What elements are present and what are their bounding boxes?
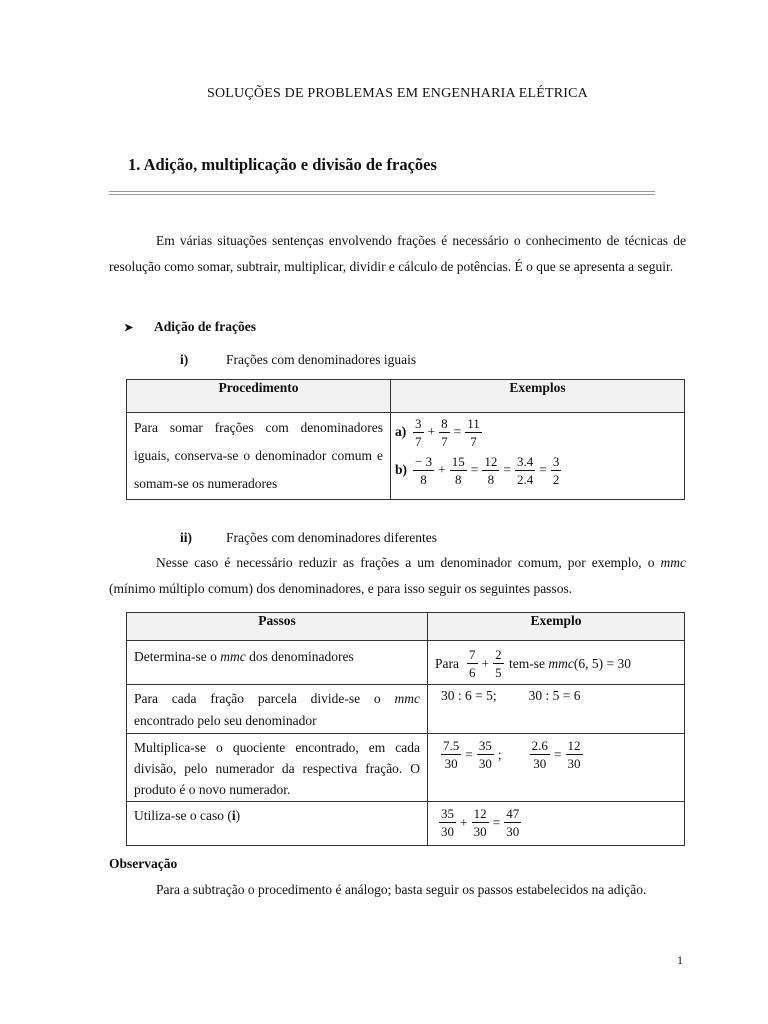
document-title: SOLUÇÕES DE PROBLEMAS EM ENGENHARIA ELÉTRICA: [207, 86, 588, 101]
procedure-text: Para somar frações com denominadores iguais, conserva-se o denominador comum e somam-se os numeradores: [134, 420, 383, 491]
example-1: Para $\frac{7}{6}$ + $\frac{2}{5}$ tem-se mmc (6, 5) = 30: [428, 641, 685, 685]
fraction: $\frac{47}{30}$: [506, 806, 520, 839]
fraction: $\frac{12}{8}$: [484, 453, 498, 487]
table-header-examples: Exemplos: [391, 380, 685, 413]
item-i-number: i): [180, 352, 189, 367]
step-1: Determina-se o mmc dos denominadores: [127, 641, 428, 685]
table-equal-denominators: [126, 379, 685, 500]
table-header-procedure: Procedimento: [127, 380, 391, 413]
example-b: b) $\frac{- 3}{8}$ + $\frac{15}{8}$ = $\frac{12}{8}$ = $\frac{3.4}{2.4}$ = $\frac{3}{2}$: [395, 453, 560, 487]
item-i-title: Frações com denominadores iguais: [226, 352, 417, 367]
example-3: $\frac{7.5}{30}$ = $\frac{35}{30}$ ; $\frac{2.6}{30}$ = $\frac{12}{30}$: [428, 734, 685, 802]
example-4: $\frac{35}{30}$ + $\frac{12}{30}$ = $\frac{47}{30}$: [428, 802, 685, 846]
item-ii-title: Frações com denominadores diferentes: [226, 530, 438, 545]
example-b-label: b): [395, 462, 408, 477]
fraction: $\frac{3}{7}$: [415, 415, 422, 449]
observation-text: Para a subtração o procedimento é análogo; basta seguir os passos estabelecidos na adição.: [156, 882, 647, 897]
item-ii-number: ii): [180, 530, 192, 545]
fraction: $\frac{12}{30}$: [473, 806, 487, 839]
table-cell-procedure: [127, 413, 391, 500]
fraction: $\frac{2}{5}$: [495, 647, 502, 680]
fraction: $\frac{15}{8}$: [451, 453, 465, 487]
fraction: $\frac{8}{7}$: [441, 415, 448, 449]
fraction: $\frac{35}{30}$: [478, 738, 492, 771]
fraction: $\frac{- 3}{8}$: [415, 453, 433, 487]
fraction: $\frac{35}{30}$: [441, 806, 454, 839]
fraction: $\frac{2.6}{30}$: [531, 738, 548, 771]
fraction: $\frac{3.4}{2.4}$: [516, 453, 534, 487]
fraction: $\frac{7}{6}$: [469, 647, 476, 680]
table-different-denominators: [126, 612, 685, 846]
section-heading: 1. Adição, multiplicação e divisão de frações: [128, 155, 437, 174]
fraction: $\frac{12}{30}$: [567, 738, 581, 771]
step-3: Multiplica-se o quociente encontrado, em cada divisão, pelo numerador da respectiva fração. O produto é o novo numerador.: [127, 734, 428, 802]
step-2: Para cada fração parcela divide-se o mmc encontrado pelo seu denominador: [127, 685, 428, 734]
arrow-bullet-icon: ➤: [124, 322, 134, 334]
page-number: 1: [677, 953, 683, 967]
step-4: Utiliza-se o caso (i): [127, 802, 428, 846]
example-a: a) $\frac{3}{7}$ + $\frac{8}{7}$ = $\frac{11}{7}$: [395, 415, 480, 449]
subsection-heading-text: Adição de frações: [154, 319, 256, 334]
example-2: 30 : 6 = 5; 30 : 5 = 6: [428, 685, 685, 734]
fraction: $\frac{11}{7}$: [467, 415, 480, 449]
subsection-heading: [124, 319, 256, 335]
paragraph-different-denominators: Nesse caso é necessário reduzir as frações a um denominador comum, por exemplo, o mmc (mínimo múltiplo comum) dos denominadores, e para isso seguir os seguintes passos.: [109, 555, 686, 596]
section-divider: [109, 191, 655, 195]
intro-paragraph: Em várias situações sentenças envolvendo frações é necessário o conhecimento de técnicas de resolução como somar, subtrair, multiplicar, dividir e cálculo de potências. É o que se apresenta a seguir.: [109, 233, 686, 274]
fraction: $\frac{3}{2}$: [552, 453, 560, 487]
example-a-label: a): [395, 424, 407, 439]
table-cell-examples: [391, 413, 685, 500]
table-header-example: Exemplo: [428, 613, 685, 641]
table-header-steps: Passos: [127, 613, 428, 641]
fraction: $\frac{7.5}{30}$: [443, 738, 460, 771]
observation-heading: Observação: [109, 856, 178, 871]
